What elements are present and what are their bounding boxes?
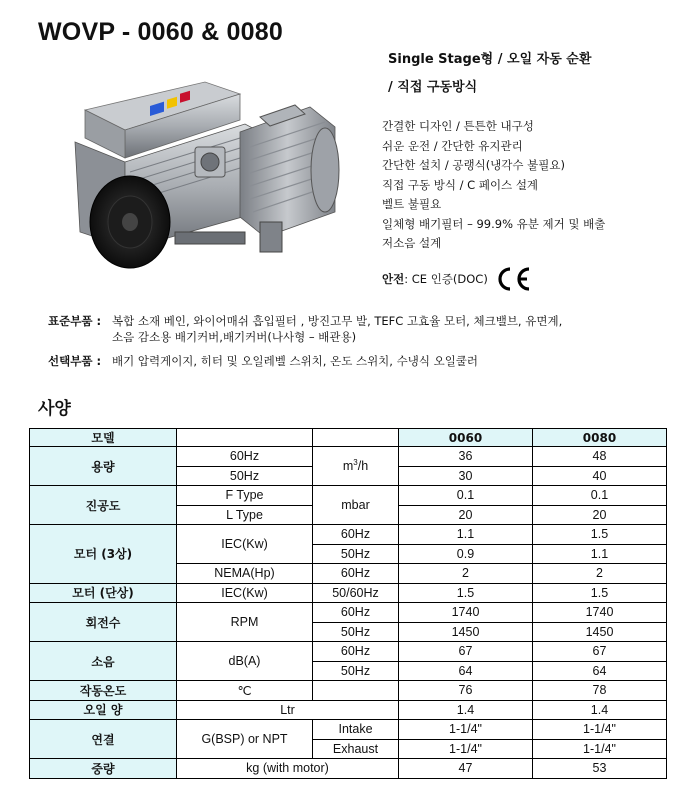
- table-row: [30, 486, 667, 506]
- standard-parts: [48, 313, 562, 345]
- capacity-unit: $m^3/h$: [313, 447, 399, 486]
- table-cell: 1.5: [533, 583, 667, 603]
- standard-parts-line-1: 복합 소재 베인, 와이어매쉬 흡입필터 , 방진고무 발, TEFC 고효율 모터, 체크밸브, 유면계,: [112, 314, 563, 328]
- table-row: [30, 720, 667, 740]
- ce-mark-icon: [494, 266, 532, 292]
- table-cell: 60Hz: [313, 564, 399, 584]
- table-cell: 30: [399, 466, 533, 486]
- table-cell: dB(A): [177, 642, 313, 681]
- feature-item: 일체형 배기필터 – 99.9% 유분 제거 및 배출: [382, 216, 606, 231]
- safety-line: [382, 266, 532, 292]
- table-cell: 64: [399, 661, 533, 681]
- table-cell: 47: [399, 759, 533, 779]
- standard-parts-line-2: 소음 감소용 배기커버,배기커버(나사형 – 배관용): [112, 330, 357, 344]
- table-row: [30, 525, 667, 545]
- table-cell: 60Hz: [313, 525, 399, 545]
- table-cell: 48: [533, 447, 667, 467]
- table-cell: 64: [533, 661, 667, 681]
- table-header-row: [30, 429, 667, 447]
- page-title: WOVP - 0060 & 0080: [38, 18, 283, 46]
- table-cell: 67: [399, 642, 533, 662]
- safety-label: 안전: [382, 272, 405, 286]
- optional-parts: [48, 353, 478, 369]
- table-row: [30, 642, 667, 662]
- safety-text: : CE 인증(DOC): [404, 272, 488, 286]
- table-cell: 1.4: [399, 700, 533, 720]
- table-cell: 1450: [399, 622, 533, 642]
- table-cell: Intake: [313, 720, 399, 740]
- table-cell: F Type: [177, 486, 313, 506]
- table-cell: 1.4: [533, 700, 667, 720]
- table-row: [30, 603, 667, 623]
- table-cell: 1450: [533, 622, 667, 642]
- table-cell: 20: [399, 505, 533, 525]
- feature-item: 간결한 디자인 / 튼튼한 내구성: [382, 119, 534, 133]
- subtitle-line-2: / 직접 구동방식: [388, 80, 478, 95]
- table-cell: 20: [533, 505, 667, 525]
- rpm-label: 회전수: [30, 603, 177, 642]
- subtitle-line-1: Single Stage형 / 오일 자동 순환: [388, 52, 592, 67]
- feature-item: 직접 구동 방식 / C 페이스 설계: [382, 177, 539, 192]
- table-cell: 0.1: [533, 486, 667, 506]
- optional-parts-text: 배기 압력게이지, 히터 및 오일레벨 스위치, 온도 스위치, 수냉식 오일쿨러: [112, 354, 479, 368]
- table-row: [30, 700, 667, 720]
- capacity-label: 용량: [30, 447, 177, 486]
- feature-item: 벨트 불필요: [382, 197, 442, 211]
- table-row: [30, 759, 667, 779]
- vacuum-pump-image: [55, 72, 345, 277]
- table-cell: 50/60Hz: [313, 583, 399, 603]
- table-cell: 1.5: [399, 583, 533, 603]
- feature-item: 저소음 설계: [382, 236, 442, 250]
- table-cell: 53: [533, 759, 667, 779]
- noise-label: 소음: [30, 642, 177, 681]
- table-cell: 2: [399, 564, 533, 584]
- table-cell: 60Hz: [313, 642, 399, 662]
- table-cell: 1-1/4": [399, 739, 533, 759]
- spec-table: [29, 428, 667, 779]
- table-cell: 1.5: [533, 525, 667, 545]
- table-cell: NEMA(Hp): [177, 564, 313, 584]
- table-cell: 67: [533, 642, 667, 662]
- table-cell: 60Hz: [313, 603, 399, 623]
- standard-parts-label: 표준부품 :: [48, 314, 102, 328]
- weight-label: 중량: [30, 759, 177, 779]
- table-cell: 36: [399, 447, 533, 467]
- table-cell: 50Hz: [177, 466, 313, 486]
- table-cell: G(BSP) or NPT: [177, 720, 313, 759]
- table-cell: 0.9: [399, 544, 533, 564]
- table-cell: L Type: [177, 505, 313, 525]
- table-cell: 1.1: [533, 544, 667, 564]
- table-cell: 50Hz: [313, 661, 399, 681]
- table-cell: 78: [533, 681, 667, 701]
- table-cell: 1740: [399, 603, 533, 623]
- table-row: [30, 583, 667, 603]
- table-cell: 0.1: [399, 486, 533, 506]
- feature-item: 간단한 설치 / 공랭식(냉각수 불필요): [382, 158, 565, 172]
- table-cell: 1-1/4": [533, 739, 667, 759]
- vacuum-unit: mbar: [313, 486, 399, 525]
- table-cell: 1-1/4": [399, 720, 533, 740]
- model-0060: 0060: [399, 429, 533, 447]
- feature-item: 쉬운 운전 / 간단한 유지관리: [382, 138, 523, 153]
- spec-heading: 사양: [38, 399, 71, 419]
- table-cell: 76: [399, 681, 533, 701]
- table-cell: IEC(Kw): [177, 525, 313, 564]
- table-cell: 50Hz: [313, 622, 399, 642]
- table-cell: [313, 681, 399, 701]
- table-cell: Ltr: [177, 700, 399, 720]
- vacuum-label: 진공도: [30, 486, 177, 525]
- table-cell: kg (with motor): [177, 759, 399, 779]
- table-cell: 50Hz: [313, 544, 399, 564]
- table-row: [30, 447, 667, 467]
- temp-label: 작동온도: [30, 681, 177, 701]
- model-0080: 0080: [533, 429, 667, 447]
- table-cell: IEC(Kw): [177, 583, 313, 603]
- optional-parts-label: 선택부품 :: [48, 354, 102, 368]
- table-cell: 2: [533, 564, 667, 584]
- motor-3phase-label: 모터 (3상): [30, 525, 177, 584]
- table-cell: ℃: [177, 681, 313, 701]
- table-cell: 60Hz: [177, 447, 313, 467]
- oil-label: 오일 양: [30, 700, 177, 720]
- table-cell: 1740: [533, 603, 667, 623]
- feature-list: [382, 117, 605, 254]
- table-cell: 1-1/4": [533, 720, 667, 740]
- motor-single-label: 모터 (단상): [30, 583, 177, 603]
- model-label: 모델: [30, 429, 177, 447]
- table-cell: 1.1: [399, 525, 533, 545]
- table-cell: Exhaust: [313, 739, 399, 759]
- table-row: [30, 681, 667, 701]
- table-cell: RPM: [177, 603, 313, 642]
- connection-label: 연결: [30, 720, 177, 759]
- table-cell: 40: [533, 466, 667, 486]
